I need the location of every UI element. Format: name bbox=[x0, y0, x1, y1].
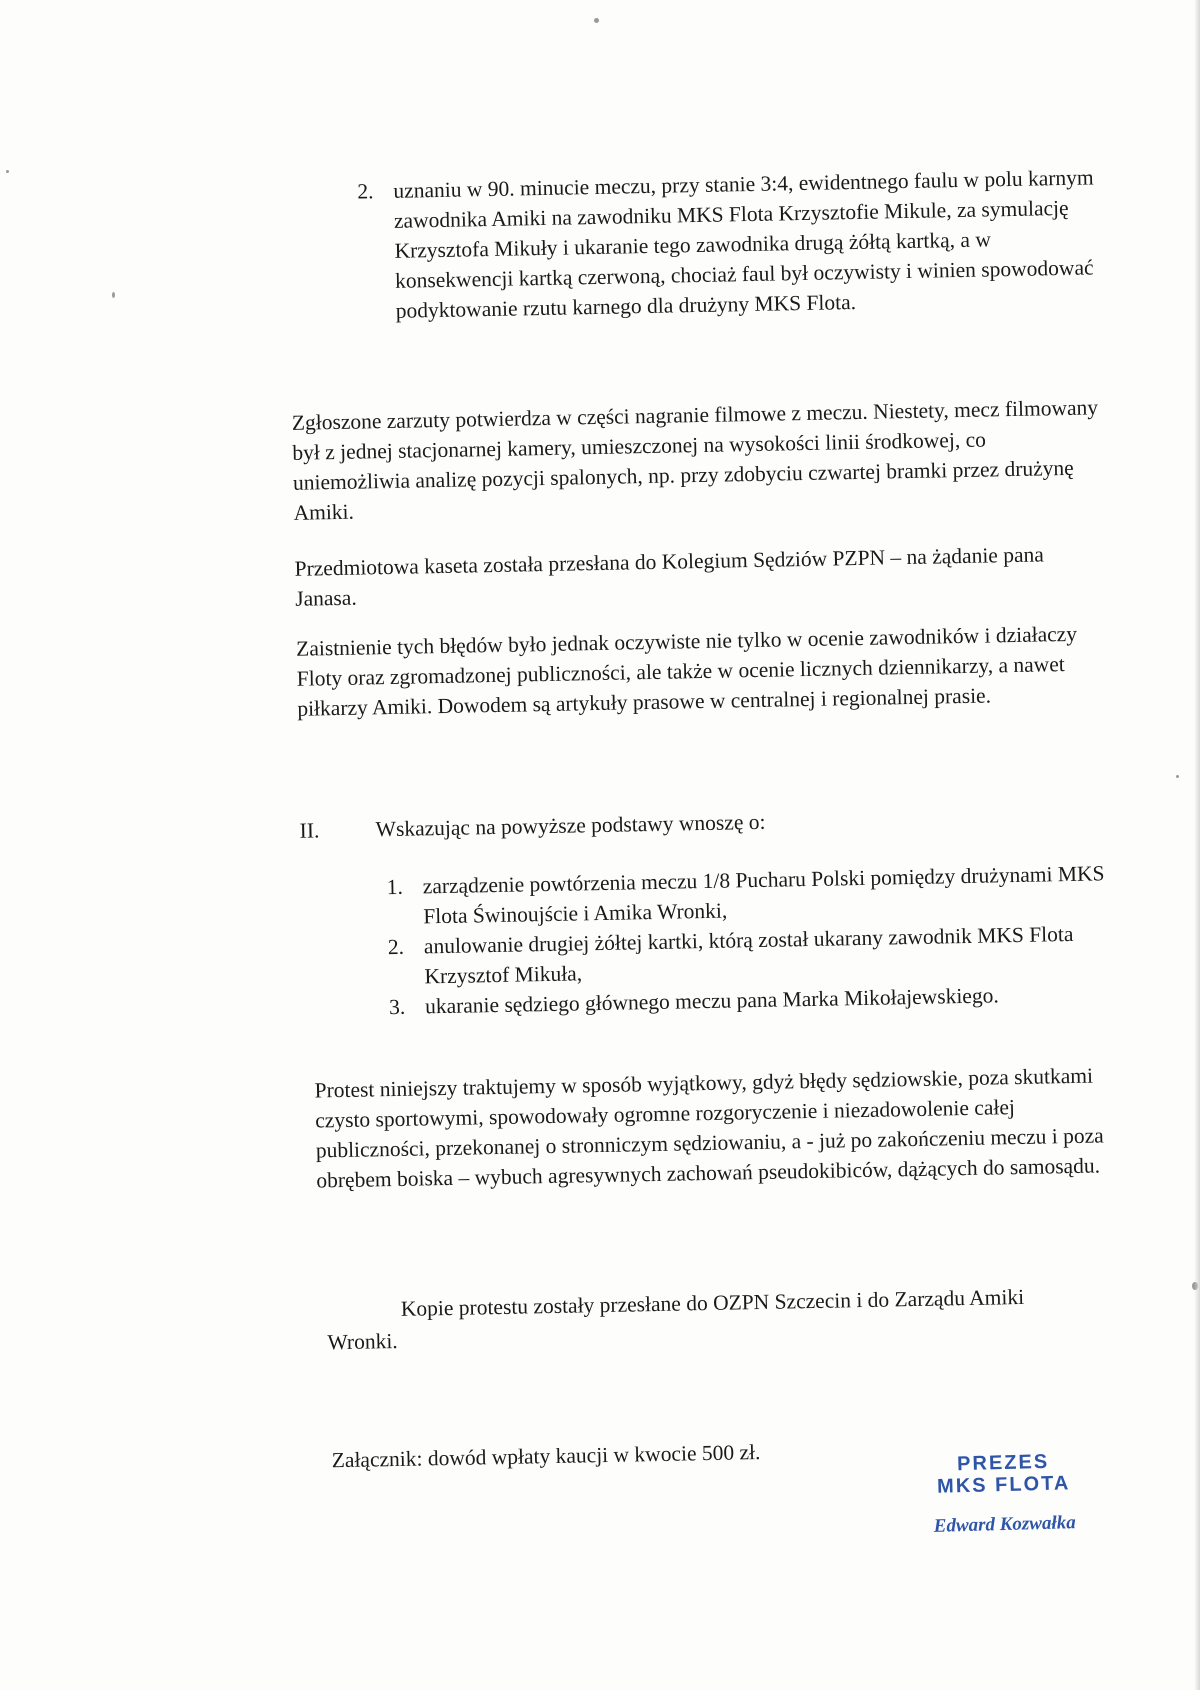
list-item-text: zarządzenie powtórzenia meczu 1/8 Pucharu Polski pomiędzy drużynami MKS Flota Świnoujście i Amika Wronki, bbox=[422, 861, 1105, 929]
scan-speck bbox=[594, 18, 599, 23]
list-item-text: ukaranie sędziego głównego meczu pana Marka Mikołajewskiego. bbox=[424, 983, 999, 1019]
scan-speck bbox=[6, 170, 9, 173]
list-item bbox=[357, 162, 1104, 326]
paragraph-copies-line1: Kopie protestu zostały przesłane do OZPN Szczecin i do Zarządu Amiki bbox=[400, 1284, 1025, 1321]
list-item-number: 3. bbox=[388, 994, 406, 1020]
stamp-title: PREZES bbox=[956, 1450, 1050, 1476]
paragraph-errors: Zaistnienie tych błędów było jednak oczywiste nie tylko w ocenie zawodników i działaczy Floty oraz zgromadzonej publiczności, ale także w ocenie licznych dziennikarzy, a nawet piłkarzy Amiki. Dowodem są artykuły prasowe w centralnej i regionalnej prasie. bbox=[295, 621, 1078, 721]
list-item-number: 1. bbox=[386, 874, 404, 900]
attachment-note: Załącznik: dowód wpłaty kaucji w kwocie 500 zł. bbox=[331, 1440, 761, 1473]
stamp-signature-name: Edward Kozwałka bbox=[933, 1512, 1076, 1537]
list-item-number: 2. bbox=[387, 934, 405, 960]
paragraph-copies-line2: Wronki. bbox=[327, 1328, 398, 1355]
section-ii-heading bbox=[299, 800, 1109, 848]
section-numeral: II. bbox=[299, 818, 320, 843]
list-item-number: 2. bbox=[357, 179, 374, 204]
section-heading-text: Wskazując na powyższe podstawy wnoszę o: bbox=[375, 809, 766, 842]
paragraph-recording: Zgłoszone zarzuty potwierdza w części nagranie filmowe z meczu. Niestety, mecz filmowany był z jednej stacjonarnej kamery, umieszczonej na wysokości linii środkowej, co uniemożliwia analizę pozycji spalonych, np. przy zdobyciu czwartej bramki przez drużynę Amiki. bbox=[291, 395, 1099, 525]
scan-speck bbox=[1176, 775, 1179, 778]
top-numbered-list bbox=[357, 162, 1104, 326]
list-item-text: uznaniu w 90. minucie meczu, przy stanie 3:4, ewidentnego faulu w polu karnym zawodnika Amiki na zawodniku MKS Flota Krzysztofie Mikule, za symulację Krzysztofa Mikuły i ukaranie tego zawodnika drugą żółtą kartką, a w konsekwencji kartką czerwoną, chociaż faul był oczywisty i winien spowodować podyktowanie rzutu karnego dla drużyny MKS Flota. bbox=[393, 165, 1094, 323]
paragraph-protest: Protest niniejszy traktujemy w sposób wyjątkowy, gdyż błędy sędziowskie, poza skutkami czysto sportowymi, spowodowały ogromne rozgoryczenie i niezadowolenie całej publiczności, przekonanej o stronniczym sędziowaniu, a - już po zakończeniu meczu i poza obrębem boiska – wybuch agresywnych zachowań pseudokibiców, dążących do samosądu. bbox=[314, 1063, 1104, 1193]
list-item-text: anulowanie drugiej żółtej kartki, którą został ukarany zawodnik MKS Flota Krzysztof Mikuła, bbox=[423, 921, 1074, 989]
scan-edge-shadow bbox=[1194, 0, 1200, 1690]
paragraph-cassette: Przedmiotowa kaseta została przesłana do Kolegium Sędziów PZPN – na żądanie pana Janasa. bbox=[294, 542, 1045, 611]
requests-list bbox=[386, 858, 1113, 1022]
stamp-club: MKS FLOTA bbox=[936, 1472, 1071, 1498]
scan-speck bbox=[112, 292, 115, 298]
president-stamp bbox=[903, 1449, 1105, 1542]
